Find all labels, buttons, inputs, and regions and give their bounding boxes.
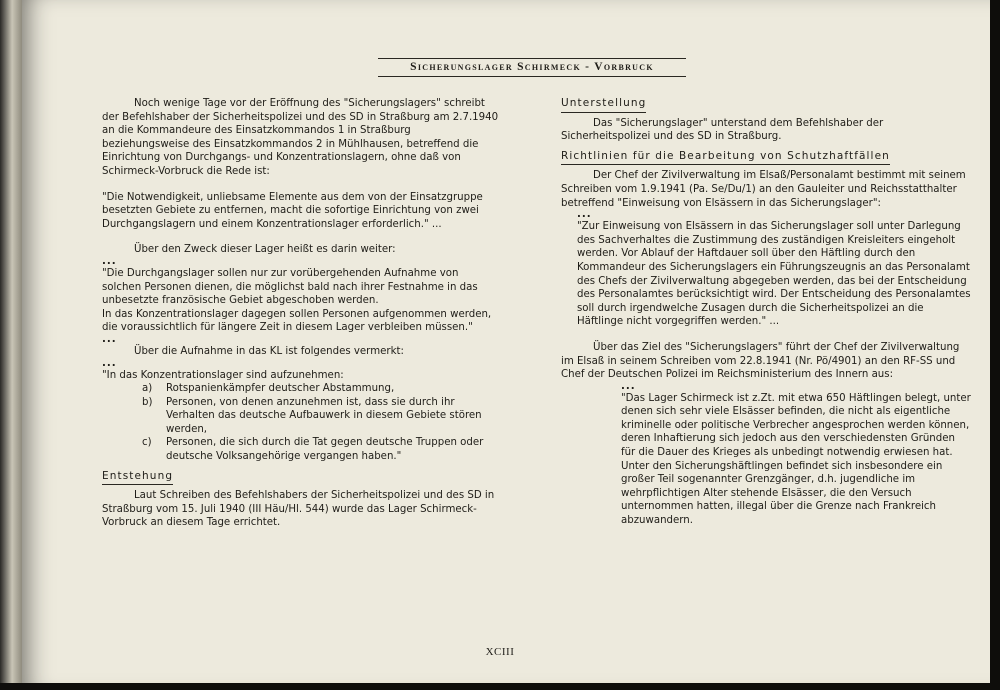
list-item: [102, 382, 500, 396]
richtlinien-paragraph: Der Chef der Zivilverwaltung im Elsaß/Personalamt bestimmt mit seinem Schreiben vom 1.9.1941 (Pa. Se/Du/1) an den Gauleiter und Reichsstatthalter betreffend "Einweisung von Elsässern in das Sicherungslager":: [561, 170, 966, 209]
quote-notwendigkeit: "Die Notwendigkeit, unliebsame Elemente aus dem von der Einsatzgruppe besetzten Gebiete zu entfernen, macht die sofortige Einrichtung von zwei Durchgangslagern und einem Konzentrationslager erforderlich." ...: [102, 191, 483, 230]
page-header-title: Sicherungslager Schirmeck - Vorbruck: [378, 58, 686, 77]
list-text: Personen, von denen anzunehmen ist, dass sie durch ihr Verhalten das deutsche Aufbauwerk in diesem Gebiete stören werden,: [166, 396, 482, 435]
ziel-paragraph: Über das Ziel des "Sicherungslagers" führt der Chef der Zivilverwaltung im Elsaß in seinem Schreiben vom 22.8.1941 (Nr. Pö/4901) an den RF-SS und Chef der Deutschen Polizei im Reichsministerium des Innern aus:: [561, 341, 960, 381]
book-spine-shadow: [0, 0, 22, 690]
ellipsis-marker: ...: [102, 255, 117, 267]
ellipsis-marker: ...: [102, 333, 117, 345]
list-item: [102, 396, 500, 437]
entstehung-paragraph: Laut Schreiben des Befehlshabers der Sicherheitspolizei und des SD in Straßburg vom 15. Juli 1940 (III Häu/Hl. 544) wurde das Lager Schirmeck-Vorbruck an diesem Tage errichtet.: [102, 490, 495, 529]
list-marker: c): [142, 437, 152, 449]
unterstellung-paragraph: Das "Sicherungslager" unterstand dem Befehlshaber der Sicherheitspolizei und des SD in Straßburg.: [561, 117, 884, 143]
ellipsis-marker: ...: [577, 209, 592, 221]
ellipsis-marker: ...: [621, 380, 636, 392]
left-column: [102, 97, 500, 530]
list-text: Rotspanienkämpfer deutscher Abstammung,: [166, 383, 395, 395]
intro-paragraph: Noch wenige Tage vor der Eröffnung des "Sicherungslagers" schreibt der Befehlshaber der Sicherheitspolizei und des SD in Straßburg am 2.7.1940 an die Kommandeure des Einsatzkommandos 1 in Straßburg beziehungsweise des Einsatzkommandos 2 in Mühlhausen, betreffend die Einrichtung von Durchgangs- und Konzentrationslagern, ohne daß von Schirmeck-Vorbruck die Rede ist:: [102, 98, 499, 177]
page-bottom-edge: [0, 683, 1000, 690]
right-column: [561, 97, 971, 528]
list-marker: a): [142, 383, 153, 395]
list-text: Personen, die sich durch die Tat gegen deutsche Truppen oder deutsche Volksangehörige vergangen haben.": [166, 437, 484, 463]
list-marker: b): [142, 396, 153, 408]
quote-durchgangslager: "Die Durchgangslager sollen nur zur vorübergehenden Aufnahme von solchen Personen dienen, die möglichst bald nach ihrer Festnahme in das unbesetzte französische Gebiet abgeschoben werden.: [102, 267, 478, 307]
section-heading-entstehung: Entstehung: [102, 470, 173, 486]
ellipsis-marker: ...: [102, 357, 117, 369]
paragraph-aufnahme: Über die Aufnahme in das KL ist folgendes vermerkt:: [134, 345, 404, 357]
section-heading-unterstellung: Unterstellung: [561, 97, 646, 113]
section-heading-richtlinien: Richtlinien für die Bearbeitung von Schutzhaftfällen: [561, 150, 890, 166]
paragraph-zweck: Über den Zweck dieser Lager heißt es darin weiter:: [134, 244, 396, 256]
quote-einweisung: "Zur Einweisung von Elsässern in das Sicherungslager soll unter Darlegung des Sachverhaltes die Zustimmung des zuständigen Kreisleiters eingeholt werden. Vor Ablauf der Haftdauer soll über den Häftling durch den Kommandeur des Sicherungslagers ein Führungszeugnis an das Personalamt des Chefs der Zivilverwaltung abgegeben werden, das bei der Entscheidung des Personalamtes berücksichtigt wird. Der Entscheidung des Personalamtes soll durch irgendwelche Zusagen durch die Sicherheitspolizei an die Häftlinge nicht vorgegriffen werden." ...: [577, 221, 971, 328]
quote-lager-schirmeck: "Das Lager Schirmeck ist z.Zt. mit etwa 650 Häftlingen belegt, unter denen sich sehr viele Elsässer befinden, die nicht als eigentliche kriminelle oder politische Verbrecher angesprochen werden können, deren Inhaftierung sich jedoch aus den verschiedensten Gründen für die Dauer des Krieges als unbedingt notwendig erwiesen hat. Unter den Sicherungshäftlingen befindet sich insbesondere ein großer Teil sogenannter Grenzgänger, d.h. jugendliche im wehrpflichtigen Alter stehende Elsässer, die den Versuch unternommen hatten, illegal über die Grenze nach Frankreich abzuwandern.: [621, 392, 971, 527]
aufnahme-list: [102, 382, 500, 464]
quote-konzentrationslager: In das Konzentrationslager dagegen sollen Personen aufgenommen werden, die voraussichtlich für längere Zeit in diesem Lager verbleiben müssen.": [102, 308, 492, 334]
list-item: [102, 436, 500, 463]
page-number: XCIII: [485, 646, 515, 658]
quote-aufnahme-intro: "In das Konzentrationslager sind aufzunehmen:: [102, 369, 344, 381]
